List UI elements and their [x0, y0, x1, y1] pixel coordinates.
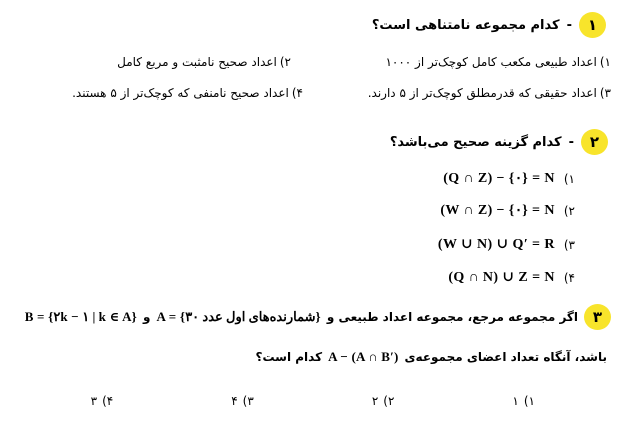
q2-equation-4	[448, 269, 575, 286]
q3-answer-4-marker: ۴)	[102, 394, 114, 408]
q2-equation-3-marker: ۳)	[563, 237, 575, 252]
q3-line2-suffix: کدام است؟	[255, 350, 323, 364]
question-3-line-1	[25, 304, 611, 330]
q2-equation-4-marker: ۴)	[563, 270, 575, 285]
q3-answer-1-marker: ۱)	[523, 394, 535, 408]
q1-option-1	[385, 55, 611, 69]
q2-equation-4-formula: (Q ∩ N) ∪ Z = N	[448, 270, 555, 285]
q3-set-a-definition	[156, 309, 320, 325]
q3-conjunction: و	[143, 310, 151, 324]
question-1-dash: -	[566, 17, 572, 33]
q3-answer-4-value: ۳	[90, 394, 98, 408]
q3-answer-2-marker: ۲)	[383, 394, 395, 408]
q2-equation-1-marker: ۱)	[563, 171, 575, 186]
q2-equation-3	[438, 236, 575, 253]
q2-equation-2-formula: (W ∩ Z) − {۰} = N	[440, 203, 555, 218]
q3-answer-2-value: ۲	[371, 394, 379, 408]
question-2-number-badge: ۲	[581, 129, 608, 155]
q2-equation-2-marker: ۲)	[563, 203, 575, 218]
q3-answer-1-value: ۱	[512, 394, 519, 408]
q3-set-a-close: }	[315, 309, 321, 324]
q2-equation-2	[440, 202, 575, 219]
q1-option-3-text: اعداد حقیقی که قدرمطلق کوچک‌تر از ۵ دارند.	[367, 86, 597, 100]
q1-option-3	[368, 86, 611, 100]
q1-option-4-marker: ۴)	[291, 86, 303, 100]
q2-equation-1-formula: (Q ∩ Z) − {۰} = N	[443, 171, 555, 186]
q3-answer-3-marker: ۳)	[242, 394, 254, 408]
q1-option-1-marker: ۱)	[599, 55, 611, 69]
q3-answer-1	[512, 394, 535, 408]
q3-answer-2	[372, 394, 395, 408]
q1-option-4	[72, 86, 303, 100]
q1-option-2	[117, 55, 291, 69]
q3-answer-4	[91, 394, 114, 408]
q1-option-4-text: اعداد صحیح نامنفی که کوچک‌تر از ۵ هستند.	[72, 86, 289, 100]
q1-option-3-marker: ۳)	[599, 86, 611, 100]
question-1-header	[372, 12, 606, 38]
q2-equation-1	[443, 170, 575, 187]
q3-set-b-definition: B = {۲k − ۱ | k ∈ A}	[24, 309, 138, 324]
q3-set-a-lhs: A = {	[156, 309, 186, 324]
q3-answer-3	[231, 394, 254, 408]
question-1-title: کدام مجموعه نامتناهی است؟	[371, 17, 560, 33]
question-2-header	[390, 129, 608, 155]
question-2-dash: -	[568, 134, 574, 150]
q3-line2-prefix: باشد، آنگاه تعداد اعضای مجموعه‌ی	[404, 350, 607, 364]
q1-option-2-text: اعداد صحیح نامثبت و مربع کامل	[117, 55, 277, 69]
q2-equation-3-formula: (W ∪ N) ∪ Q′ = R	[437, 237, 555, 252]
q3-expression: A − (A ∩ B′)	[328, 349, 399, 364]
question-2-title: کدام گزینه صحیح می‌باشد؟	[389, 134, 562, 150]
q3-answer-3-value: ۴	[231, 394, 238, 408]
q1-option-2-marker: ۲)	[279, 55, 291, 69]
q3-answers-row	[0, 394, 621, 408]
q1-option-1-text: اعداد طبیعی مکعب کامل کوچک‌تر از ۱۰۰۰	[385, 55, 597, 69]
question-1-number-badge: ۱	[579, 12, 606, 38]
question-3-line-2	[255, 349, 607, 365]
question-3-number-badge: ۳	[584, 304, 611, 330]
q3-set-a-content: شمارنده‌های اول عدد ۳۰	[185, 309, 316, 324]
q3-line1-prefix: اگر مجموعه مرجع، مجموعه اعداد طبیعی و	[326, 310, 578, 324]
